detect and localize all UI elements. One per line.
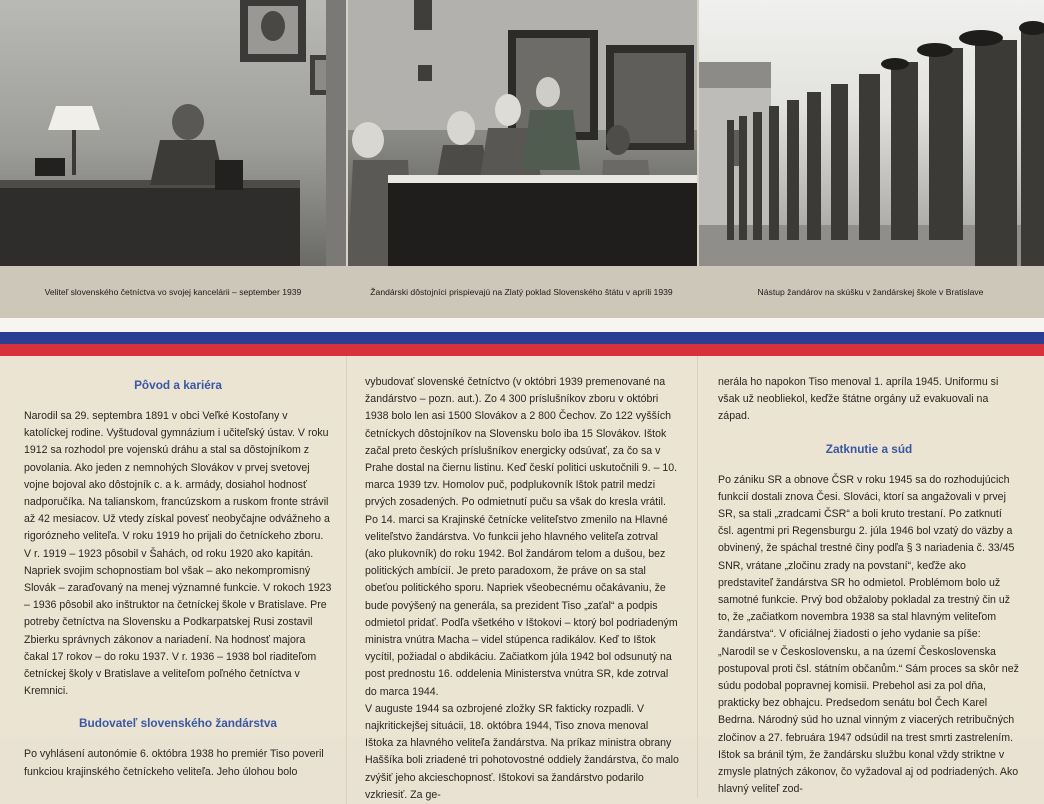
paragraph-general-promotion: nerála ho napokon Tiso menoval 1. apríla 1945. Uniformu si však už neobliekol, keďže štátne orgány už evakuovali na západ. [718,376,999,423]
photo-strip [0,0,1044,266]
photo-gendarmes-lineup [697,0,1044,266]
paragraph-builder-start: Po vyhlásení autonómie 6. októbra 1938 ho premiér Tiso poveril funkciou krajinského četníckeho veliteľa. Jeho úlohou bolo [24,748,324,778]
heading-origin-career: Pôvod a kariéra [134,378,222,392]
photo-caption-3: Nástup žandárov na skúšku v žandárskej škole v Bratislave [757,287,984,297]
text-column-1 [0,356,346,781]
photo-caption-1: Veliteľ slovenského četníctva vo svojej kancelárii – september 1939 [44,287,302,297]
paragraph-august-1944: V auguste 1944 sa ozbrojené zložky SR fakticky rozpadli. V najkritickejšej situácii, 18. októbra 1944, Tiso znova menoval Ištoka za hlavného veliteľa žandárstva. Na príkaz ministra obrany Haššíka boli zriadené tri pohotovostné oddiely žandárstva, čo malo zvýšiť jeho akcieschopnosť. Ištokovi sa žandárstvo podarilo vzkriesiť. Za ge- [365,702,679,801]
photo-gendarmes-lineup-image [699,0,1044,266]
paragraph-march-1939: Po 14. marci sa Krajinské četnícke veliteľstvo zmenilo na Hlavné veliteľstvo žandárstva. Vo funkcii jeho hlavného veliteľa zotrval (ako plukovník) do roku 1942. Bol žandárom telom a dušou, bez politických ambícií. Je preto paradoxom, že práve on sa stal obeťou politického sporu. Napriek všeobecnému očakávaniu, že bude povýšený na generála, sa prezident Tiso „zaťal“ a podpis odmietol pridať. Podľa všetkého v Ištokovi – ktorý bol podriadeným ministra vnútra Macha – videl stúpenca radikálov. Keď to Ištok vycítil, požiadal o abdikáciu. Začiatkom júla 1942 bol odsunutý na post prednostu 16. oddelenia Ministerstva vnútra SR, kde zotrval do marca 1944. [365,513,678,698]
text-column-2 [346,356,697,804]
photo-officers-donation [346,0,697,266]
slovak-tricolor-band [0,318,1044,356]
paragraph-builder-continued: vybudovať slovenské četníctvo (v októbri 1939 premenované na žandárstvo – pozn. aut.). Zo 4 300 príslušníkov zboru v októbri 1938 bolo len asi 1500 Slovákov a 2 800 Čechov. Zo 122 vyšších četníckych dôstojníkov na Slovensku bolo iba 15 Slovákov. Ištok začal preto českých príslušníkov energicky odsúvať, za čo sa v Prahe dostal na čiernu listinu. Keď českí politici uskutočnili 9. – 10. marca 1939 tzv. Homolov puč, podplukovník Ištok patril medzi prvých zosadených. Po odmietnutí puču sa však do kresla vrátil. [365,376,678,509]
caption-strip [0,266,1044,318]
heading-builder-gendarmerie: Budovateľ slovenského žandárstva [79,716,277,731]
paragraph-origin-career: Narodil sa 29. septembra 1891 v obci Veľké Kostoľany v katolíckej rodine. Vyštudoval gymnázium i učiteľský ústav. V roku 1912 sa rozhodol pre vojenskú dráhu a stal sa dôstojníkom z povolania. Ako jeden z nemnohých Slovákov v prvej svetovej vojne bojoval ako dôstojník c. a k. armády, dosiahol hodnosť nadporučíka. Na talianskom, francúzskom a ruskom fronte strávil až 42 mesiacov. Už vtedy získal povesť neobyčajne odvážneho a rigorózneho veliteľa. V roku 1919 ho prijali do četníckeho zboru. V r. 1919 – 1923 pôsobil v Šahách, od roku 1920 ako kapitán. Napriek svojim schopnostiam bol však – ako nekompromisný Slovák – zaraďovaný na menej významné funkcie. V rokoch 1923 – 1936 pôsobil ako inštruktor na četníckej škole v Bratislave. Pre potreby četníctva na Slovensku a Podkarpatskej Rusi zostavil Zbierku správnych zákonov a nariadení. Na hodnosť majora čakal 17 rokov – do roku 1937. V r. 1936 – 1938 bol riaditeľom četníckej školy v Bratislave a veliteľom poľného četníctva v Kremnici. [24,410,332,698]
heading-arrest-trial: Zatknutie a súd [825,441,913,456]
photo-commander-office [0,0,346,266]
tricolor-blue-stripe [0,332,1044,344]
article-body [0,356,1044,801]
photo-caption-2: Žandárski dôstojníci prispievajú na Zlatý poklad Slovenského štátu v apríli 1939 [370,287,673,297]
photo-officers-donation-image [348,0,697,266]
photo-commander-office-image [0,0,346,266]
paragraph-arrest-trial: Po zániku SR a obnove ČSR v roku 1945 sa do rozhodujúcich funkcií dostali znova Česi. Slováci, ktorí sa angažovali v prvej SR, sa stali „zradcami ČSR“ a boli kruto trestaní. Po zatknutí čsl. agentmi pri Regensburgu 2. júla 1946 bol vzatý do väzby a obvinený, že spáchal trestné činy podľa § 3 nariadenia č. 33/45 SNR, vrátane „zločinu zrady na povstaní“, keďže ako predstaviteľ žandárstva SR ho odmietol. Problémom bolo už samotné funkcie. Prvý bod obžaloby pokladal za trestný čin už to, že „začiatkom novembra 1938 sa stal hlavným veliteľom žandárstva“. V oficiálnej žiadosti o jeho vydanie sa píše: „Narodil se v Československu, a na území Československa postupoval proti čsl. státním občanům.“ Sám proces sa skôr než súdu podobal popravnej komisii. Prebehol asi za pol dňa, prakticky bez obhajcu. Predsedom senátu bol Čech Karel Bedrna. Národný súd ho uznal vinným z viacerých retribučných zločinov a 27. februára 1947 odsúdil na trest smrti zastrelením. Ištok sa bránil tým, že žandársku službu konal vždy striktne v zmysle platných zákonov, čo vyžadoval aj od podriadených. Ako hlavný veliteľ zod- [718,473,1019,796]
tricolor-white-stripe [0,318,1044,332]
tricolor-red-stripe [0,344,1044,356]
text-column-3 [697,356,1044,798]
